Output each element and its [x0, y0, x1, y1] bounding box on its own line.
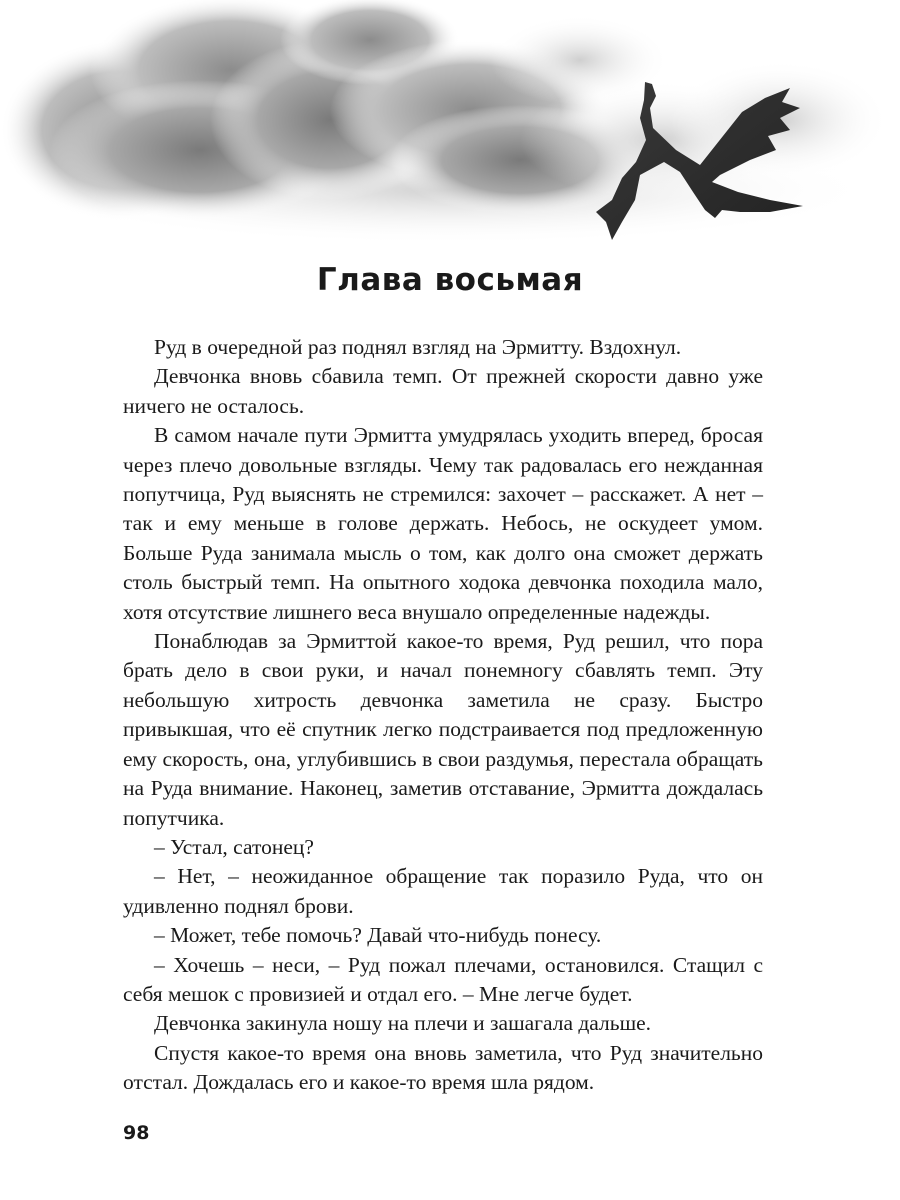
body-text [123, 333, 763, 1098]
header-illustration [0, 0, 900, 250]
paragraph: Девчонка вновь сбавила темп. От прежней скорости давно уже ничего не осталось. [123, 364, 763, 418]
dialogue-line: – Нет, – неожиданное обращение так поразило Руда, что он удивленно поднял брови. [123, 864, 763, 918]
dialogue-line: – Устал, сатонец? [154, 834, 314, 859]
paragraph: В самом начале пути Эрмитта умудрялась уходить вперед, бросая через плечо довольные взгляды. Чему так радовалась его нежданная попутчица, Руд выяснять не стремился: захочет – расскажет. А нет – так и ему меньше в голове держать. Небось, не оскудеет умом. Больше Руда занимала мысль о том, как долго она сможет держать столь быстрый темп. На опытного ходока девчонка походила мало, хотя отсутствие лишнего веса внушало определенные надежды. [123, 423, 763, 624]
chapter-title: Глава восьмая [316, 262, 584, 298]
dialogue-line: – Хочешь – неси, – Руд пожал плечами, остановился. Стащил с себя мешок с провизией и отдал его. – Мне легче будет. [123, 952, 763, 1006]
page-number: 98 [123, 1122, 150, 1144]
paragraph: Спустя какое-то время она вновь заметила, что Руд значительно отстал. Дождалась его и какое-то время шла рядом. [123, 1040, 763, 1095]
dialogue-line: – Может, тебе помочь? Давай что-нибудь понесу. [154, 923, 602, 948]
paragraph: Руд в очередной раз поднял взгляд на Эрмитту. Вздохнул. [154, 335, 682, 359]
paragraph: Девчонка закинула ношу на плечи и зашагала дальше. [154, 1011, 652, 1036]
paragraph: Понаблюдав за Эрмиттой какое-то время, Руд решил, что пора брать дело в свои руки, и начал понемногу сбавлять темп. Эту небольшую хитрость девчонка заметила не сразу. Быстро привыкшая, что её спутник легко подстраивается под предложенную ему скорость, она, углубившись в свои раздумья, перестала обращать на Руда внимание. Наконец, заметив отставание, Эрмитта дождалась попутчика. [123, 629, 763, 830]
